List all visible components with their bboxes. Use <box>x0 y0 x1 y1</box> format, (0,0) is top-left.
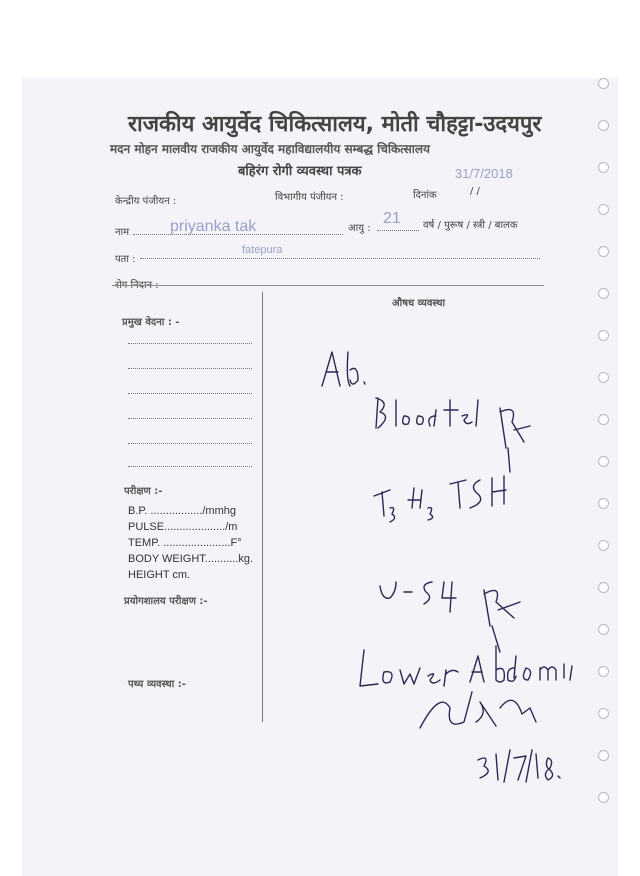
lab-test-label: प्रयोगशालय परीक्षण :- <box>124 596 208 607</box>
weight-field: BODY WEIGHT...........kg. <box>128 553 254 565</box>
handwriting-thyroid <box>374 476 506 522</box>
column-divider <box>262 292 263 722</box>
handwriting-rx2 <box>484 590 520 652</box>
hole <box>598 792 609 803</box>
address-label: पता : <box>115 254 136 265</box>
examination-label: परीक्षण :- <box>124 486 163 497</box>
hole <box>598 498 609 509</box>
hole <box>598 582 609 593</box>
patient-name: priyanka tak <box>170 218 257 235</box>
hole <box>598 288 609 299</box>
hole <box>598 456 609 467</box>
date-stamp: 31/7/2018 <box>455 166 513 181</box>
hole <box>598 78 609 89</box>
handwriting-usg <box>380 582 456 612</box>
height-field: HEIGHT cm. <box>128 569 191 581</box>
hole <box>598 120 609 131</box>
hole <box>598 246 609 257</box>
complaint-line <box>128 343 252 344</box>
handwriting-blood-test <box>376 398 478 428</box>
hospital-title: राजकीय आयुर्वेद चिकित्सालय, मोती चौहट्टा-उदयपुर <box>128 112 542 137</box>
pulse-field: PULSE..................../m <box>128 521 238 533</box>
hole <box>598 204 609 215</box>
temp-field: TEMP. ......................F° <box>128 537 242 549</box>
handwriting-sign-date <box>478 750 560 782</box>
bp-field: B.P. ................./mmhg <box>128 505 236 517</box>
name-label: नाम <box>115 227 130 238</box>
complaint-line <box>128 368 252 369</box>
handwritten-prescription <box>300 330 580 800</box>
hole <box>598 624 609 635</box>
hole <box>598 162 609 173</box>
dept-reg-label: विभागीय पंजीयन : <box>275 192 344 203</box>
hole <box>598 666 609 677</box>
hole <box>598 708 609 719</box>
address-value: fatepura <box>242 244 283 256</box>
hole <box>598 414 609 425</box>
age-value: 21 <box>383 210 401 227</box>
address-line <box>140 258 540 259</box>
age-line <box>377 230 419 231</box>
date-slashes: / / <box>470 186 480 197</box>
form-title: बहिरंग रोगी व्यवस्था पत्रक <box>238 164 362 179</box>
complaint-label: प्रमुख वेदना : - <box>122 317 180 328</box>
hole <box>598 372 609 383</box>
complaint-line <box>128 393 252 394</box>
hole <box>598 330 609 341</box>
header-divider <box>112 285 544 286</box>
diet-label: पथ्य व्यवस्था :- <box>128 679 186 690</box>
age-options: वर्ष / पुरूष / स्त्री / बालक <box>423 220 518 231</box>
hole <box>598 540 609 551</box>
hole <box>598 750 609 761</box>
complaint-line <box>128 443 252 444</box>
central-reg-label: केन्द्रीय पंजीयन : <box>115 196 177 207</box>
signature <box>420 692 536 728</box>
diagnosis-label: रोग निदान : <box>115 280 159 291</box>
complaint-line <box>128 418 252 419</box>
hospital-subtitle: मदन मोहन मालवीय राजकीय आयुर्वेद महाविद्यालयीय सम्बद्ध चिकित्सालय <box>110 142 430 156</box>
handwriting-rx <box>500 408 530 472</box>
complaint-line <box>128 466 252 467</box>
perforation-strip <box>596 70 614 870</box>
handwriting-ad <box>322 352 365 386</box>
date-label: दिनांक <box>413 190 437 201</box>
medicine-label: औषध व्यवस्था <box>392 298 446 309</box>
handwriting-lower-abdomen <box>360 646 572 686</box>
age-label: आयु : <box>348 223 371 234</box>
